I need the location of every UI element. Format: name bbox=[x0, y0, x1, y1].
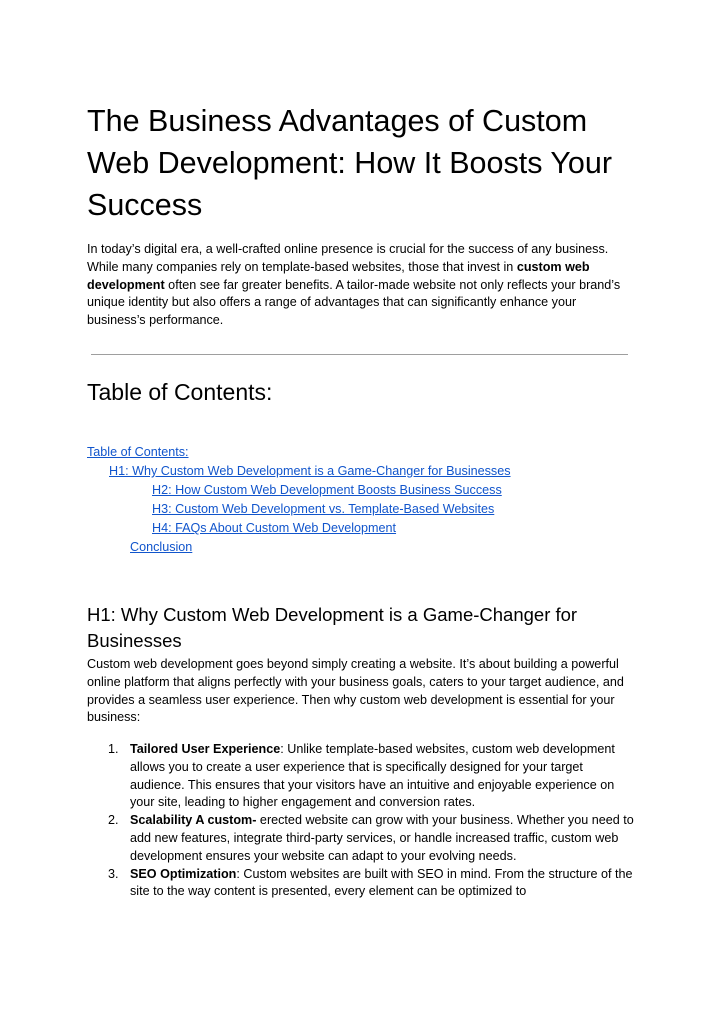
list-item-bold: SEO Optimization bbox=[130, 866, 237, 881]
toc-link-table-of-contents[interactable]: Table of Contents: bbox=[87, 445, 189, 459]
toc-heading: Table of Contents: bbox=[87, 379, 273, 405]
toc-link-h4[interactable]: H4: FAQs About Custom Web Development bbox=[152, 521, 397, 535]
toc-link-h2[interactable]: H2: How Custom Web Development Boosts Business Success bbox=[152, 483, 502, 497]
intro-text-after: often see far greater benefits. A tailor-made website not only reflects your brand’s unique identity but also offers a range of advantages that can significantly enhance your business’s performance. bbox=[87, 277, 621, 328]
horizontal-divider bbox=[91, 354, 628, 355]
list-item bbox=[87, 741, 635, 812]
list-item-text: : Custom websites are built with SEO in mind. From the structure of the site to the way content is presented, every element can be optimized to bbox=[130, 866, 633, 899]
list-item-bold: Scalability A custom- bbox=[130, 813, 257, 828]
toc-link-conclusion[interactable]: Conclusion bbox=[130, 540, 193, 554]
intro-text-before: In today’s digital era, a well-crafted online presence is crucial for the success of any business. While many companies rely on template-based websites, those that invest in bbox=[87, 242, 609, 274]
intro-paragraph bbox=[87, 241, 632, 330]
page-title: The Business Advantages of Custom Web Development: How It Boosts Your Success bbox=[87, 104, 612, 222]
section-paragraph: Custom web development goes beyond simply creating a website. It’s about building a powerful online platform that aligns perfectly with your business goals, caters to your target audience, and provides a seamless user experience. Then why custom web development is essential for your business: bbox=[87, 657, 624, 725]
list-item bbox=[87, 812, 635, 865]
list-item bbox=[87, 866, 635, 902]
list-item-number: 1. bbox=[108, 742, 119, 756]
list-item-bold: Tailored User Experience bbox=[130, 742, 281, 756]
intro-bold-keyword: custom web development bbox=[87, 259, 590, 292]
list-item-number: 3. bbox=[108, 866, 119, 881]
section-heading-h1: H1: Why Custom Web Development is a Game-Changer for Businesses bbox=[87, 604, 578, 651]
toc-link-h3[interactable]: H3: Custom Web Development vs. Template-Based Websites bbox=[152, 502, 495, 516]
list-item-text: erected website can grow with your business. Whether you need to add new features, integrate third-party services, or handle increased traffic, custom web development ensures your website can adapt to your evolving needs. bbox=[130, 813, 634, 863]
benefits-list bbox=[87, 741, 635, 901]
list-item-text: : Unlike template-based websites, custom web development allows you to create a user experience that is specifically designed for your target audience. This ensures that your visitors have an intuitive and enjoyable experience on your site, leading to higher engagement and conversion rates. bbox=[130, 742, 615, 810]
toc-link-h1[interactable]: H1: Why Custom Web Development is a Game-Changer for Businesses bbox=[109, 464, 511, 478]
list-item-number: 2. bbox=[108, 813, 119, 828]
